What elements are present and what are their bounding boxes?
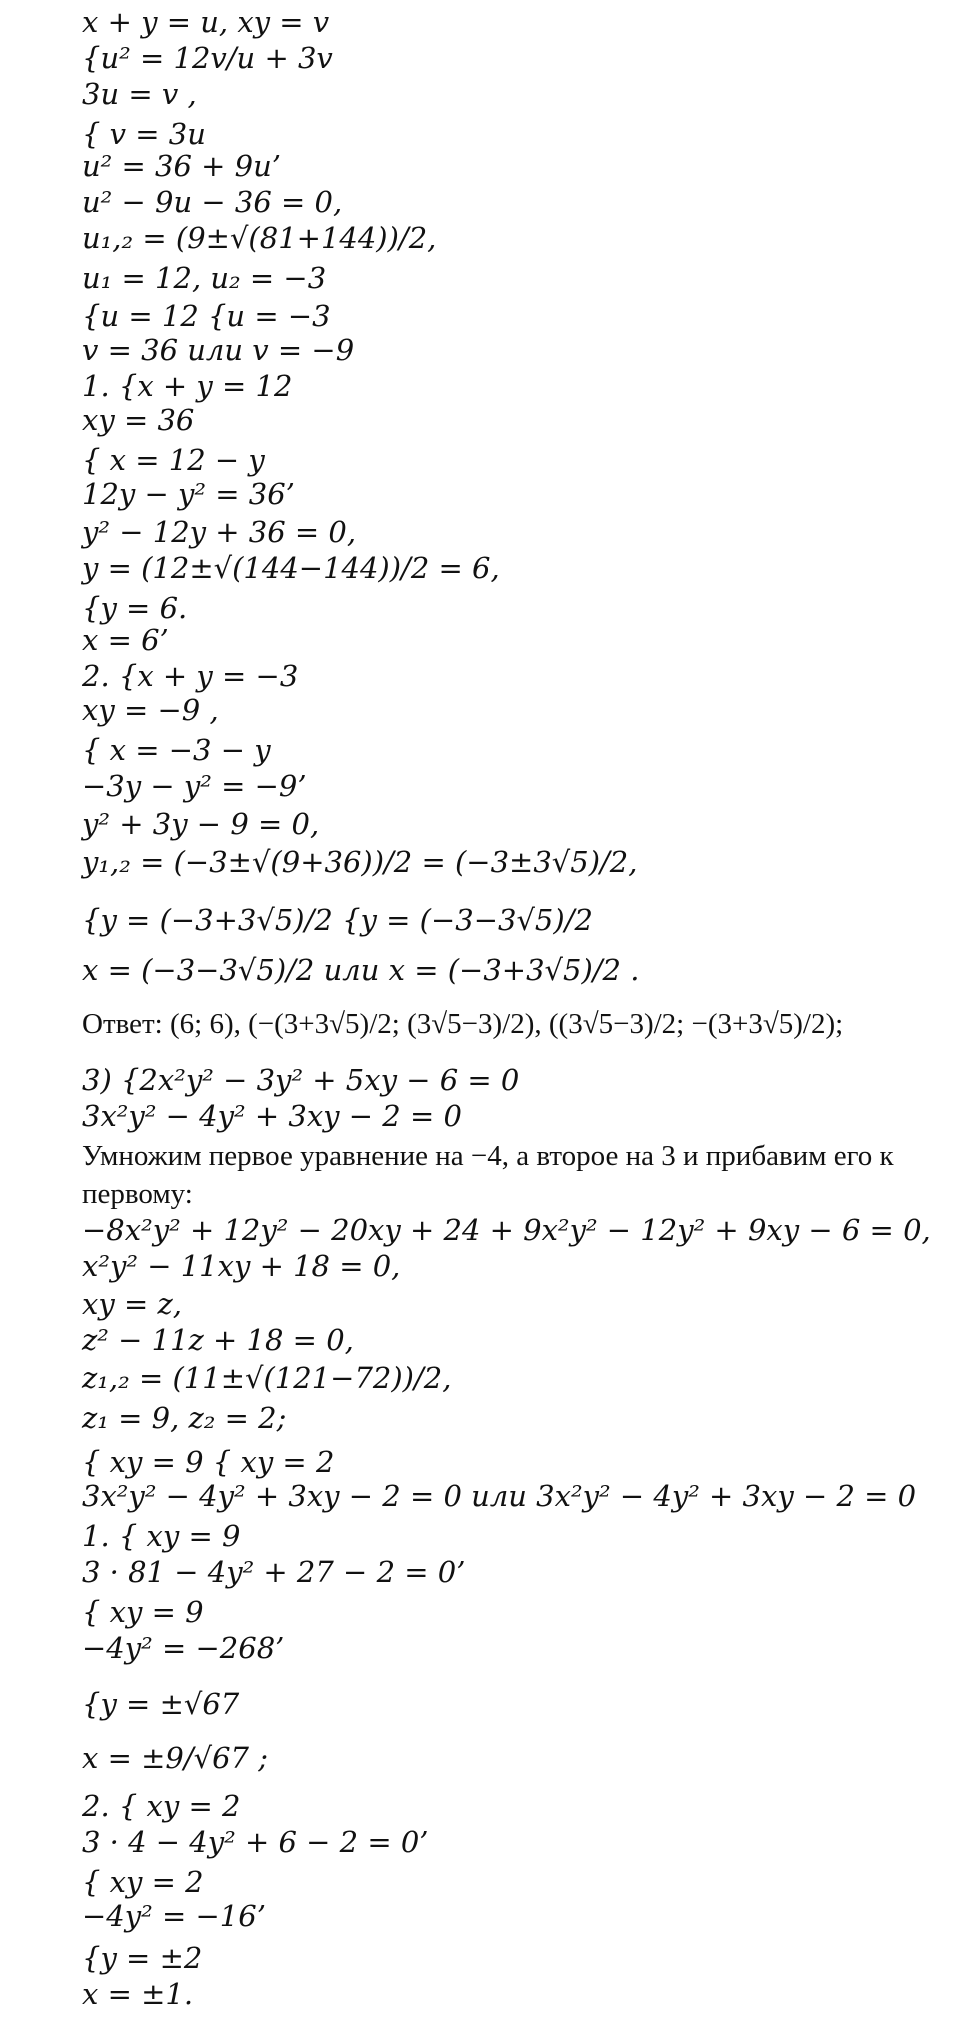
solution-line: y₁,₂ = (−3±√(9+36))/2 = (−3±3√5)/2,	[82, 845, 638, 879]
solution-line: x + y = u, xy = v	[82, 5, 330, 39]
solution-line: xy = z,	[82, 1287, 182, 1321]
solution-line: y = (12±√(144−144))/2 = 6,	[82, 551, 500, 585]
solution-line: {y = ±√67	[82, 1687, 240, 1721]
solution-line: {y = 6.	[82, 591, 188, 625]
solution-line: x²y² − 11xy + 18 = 0,	[82, 1249, 401, 1283]
solution-line: { x = 12 − y	[82, 443, 265, 477]
solution-line: 12y − y² = 36’	[82, 477, 295, 511]
solution-line: 3 · 4 − 4y² + 6 − 2 = 0’	[82, 1825, 429, 1859]
solution-line: u₁,₂ = (9±√(81+144))/2,	[82, 221, 437, 255]
solution-line: y² − 12y + 36 = 0,	[82, 515, 357, 549]
solution-line: 1. {x + y = 12	[82, 369, 293, 403]
solution-line: z² − 11z + 18 = 0,	[82, 1323, 354, 1357]
solution-line: x = 6’	[82, 623, 169, 657]
solution-line: xy = −9 ,	[82, 693, 219, 727]
solution-line: {u = 12 {u = −3	[82, 299, 331, 333]
solution-line: z₁,₂ = (11±√(121−72))/2,	[82, 1361, 452, 1395]
solution-line: { x = −3 − y	[82, 733, 271, 767]
solution-line: Ответ: (6; 6), (−(3+3√5)/2; (3√5−3)/2), ((3√5−3)/2; −(3+3√5)/2);	[82, 1008, 844, 1040]
solution-line: z₁ = 9, z₂ = 2;	[82, 1401, 287, 1435]
solution-line: x = ±1.	[82, 1977, 194, 2011]
solution-line: Умножим первое уравнение на −4, а второе на 3 и прибавим его к	[82, 1140, 894, 1172]
solution-line: x = ±9/√67 ;	[82, 1741, 268, 1775]
solution-line: 3 · 81 − 4y² + 27 − 2 = 0’	[82, 1555, 466, 1589]
solution-line: 3u = v ,	[82, 77, 197, 111]
solution-line: 2. { xy = 2	[82, 1789, 241, 1823]
solution-line: {y = (−3+3√5)/2 {y = (−3−3√5)/2	[82, 903, 593, 937]
solution-line: 3) {2x²y² − 3y² + 5xy − 6 = 0	[82, 1063, 520, 1097]
solution-line: −8x²y² + 12y² − 20xy + 24 + 9x²y² − 12y² + 9xy − 6 = 0,	[82, 1213, 931, 1247]
solution-line: u₁ = 12, u₂ = −3	[82, 261, 327, 295]
solution-line: −4y² = −16’	[82, 1899, 266, 1933]
solution-line: { xy = 9	[82, 1595, 204, 1629]
solution-line: u² = 36 + 9u’	[82, 149, 282, 183]
solution-line: {y = ±2	[82, 1941, 203, 1975]
solution-line: −4y² = −268’	[82, 1631, 285, 1665]
solution-line: xy = 36	[82, 403, 195, 437]
solution-line: { v = 3u	[82, 117, 206, 151]
solution-line: {u² = 12v/u + 3v	[82, 41, 333, 75]
solution-line: y² + 3y − 9 = 0,	[82, 807, 320, 841]
solution-line: { xy = 9 { xy = 2	[82, 1445, 335, 1479]
solution-line: 3x²y² − 4y² + 3xy − 2 = 0 или 3x²y² − 4y² + 3xy − 2 = 0	[82, 1479, 917, 1513]
solution-line: u² − 9u − 36 = 0,	[82, 185, 343, 219]
solution-line: 2. {x + y = −3	[82, 659, 299, 693]
solution-line: 3x²y² − 4y² + 3xy − 2 = 0	[82, 1099, 462, 1133]
solution-line: −3y − y² = −9’	[82, 769, 307, 803]
solution-line: x = (−3−3√5)/2 или x = (−3+3√5)/2 .	[82, 953, 640, 987]
solution-line: { xy = 2	[82, 1865, 204, 1899]
solution-line: первому:	[82, 1178, 193, 1210]
solution-line: 1. { xy = 9	[82, 1519, 241, 1553]
solution-line: v = 36 или v = −9	[82, 333, 355, 367]
